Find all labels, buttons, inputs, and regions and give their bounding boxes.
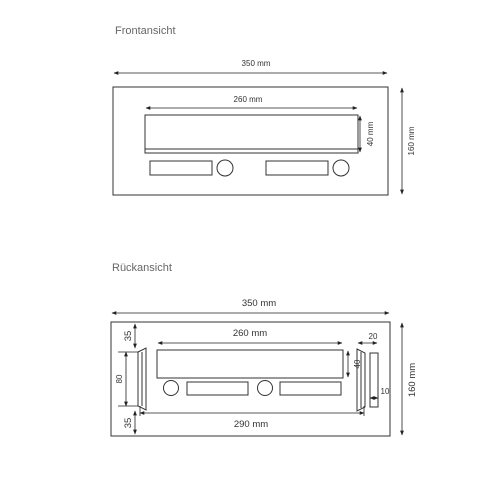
front-dim-height-label: 160 mm bbox=[407, 126, 416, 156]
back-dim-bracket-width-label: 20 bbox=[368, 332, 378, 341]
front-dimensions bbox=[114, 73, 402, 194]
back-lock-right bbox=[258, 381, 273, 396]
front-dim-width-label: 350 mm bbox=[241, 59, 271, 68]
back-dim-slot-height-label: 40 bbox=[353, 359, 362, 369]
front-lock-left bbox=[217, 160, 233, 176]
back-dim-top-offset-label: 35 bbox=[123, 330, 134, 342]
back-dim-width-label: 350 mm bbox=[241, 298, 277, 309]
back-view-title: Rückansicht bbox=[112, 262, 172, 274]
front-mail-slot bbox=[145, 115, 358, 153]
front-lock-right bbox=[333, 160, 349, 176]
back-lock-left bbox=[164, 381, 179, 396]
back-name-plate-right bbox=[280, 382, 341, 395]
back-dim-bracket-depth-label: 10 bbox=[380, 387, 390, 396]
front-dim-slot-height-label: 40 mm bbox=[366, 121, 375, 147]
back-dim-bracket-height-label: 80 bbox=[115, 374, 124, 384]
back-dim-bottom-width-label: 290 mm bbox=[233, 419, 269, 430]
front-view-title: Frontansicht bbox=[115, 25, 176, 37]
back-mail-slot bbox=[157, 350, 343, 378]
back-dim-height-label: 160 mm bbox=[407, 362, 418, 398]
back-bracket-right-plate bbox=[370, 353, 378, 407]
back-name-plate-left bbox=[187, 382, 248, 395]
front-name-plate-right bbox=[266, 161, 328, 175]
back-dim-slot-width-label: 260 mm bbox=[232, 328, 268, 339]
back-dim-bottom-offset-label: 35 bbox=[123, 417, 134, 429]
front-dim-slot-width-label: 260 mm bbox=[233, 95, 263, 104]
front-name-plate-left bbox=[150, 161, 212, 175]
